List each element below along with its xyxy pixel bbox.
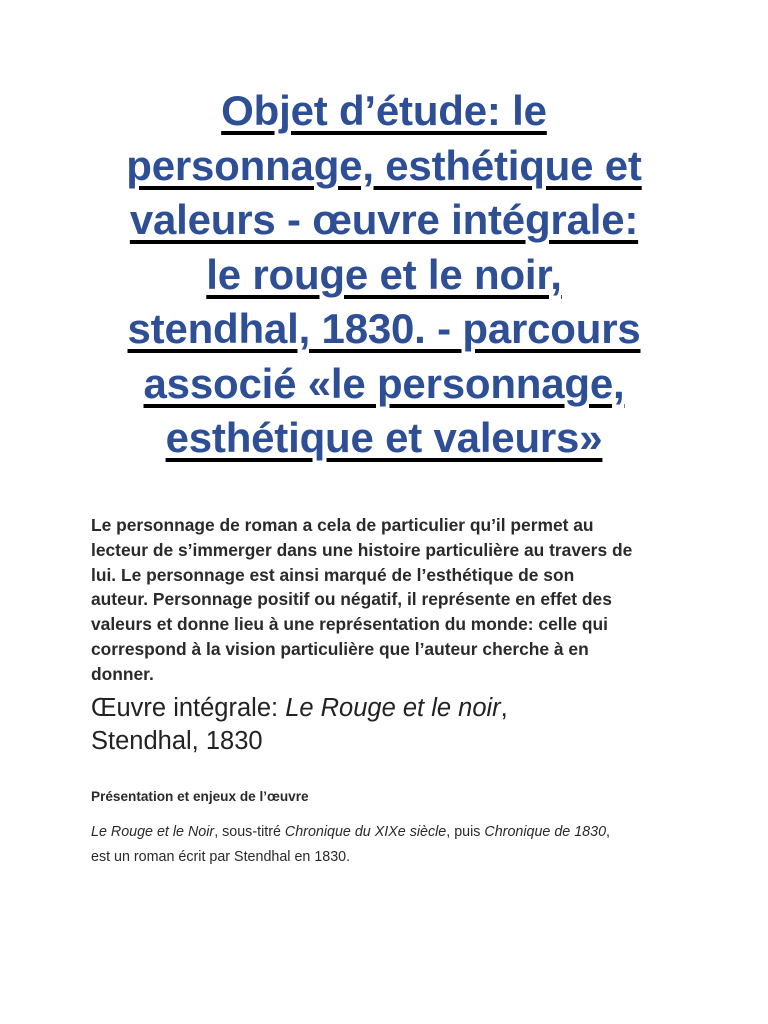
title-line: personnage, esthétique et	[126, 141, 642, 189]
title-line: stendhal, 1830. - parcours	[127, 305, 641, 352]
oeuvre-prefix: Œuvre intégrale:	[91, 694, 286, 722]
oeuvre-work-title: Le Rouge et le noir	[285, 694, 501, 722]
title-line: le rouge et le noir,	[206, 250, 562, 298]
intro-line: correspond à la vision particulière que l’auteur cherche à en	[91, 638, 589, 659]
body-line: est un roman écrit par Stendhal en 1830.	[91, 848, 351, 865]
intro-line: auteur. Personnage positif ou négatif, il représente en effet des	[91, 589, 612, 610]
work-subtitle: Chronique de 1830	[484, 824, 607, 840]
title-line: associé «le personnage,	[143, 359, 625, 407]
intro-line: lui. Le personnage est ainsi marqué de l’esthétique de son	[91, 564, 575, 585]
document-title	[80, 84, 688, 466]
intro-line: lecteur de s’immerger dans une histoire particulière au travers de	[91, 539, 633, 560]
title-line: esthétique et valeurs»	[165, 414, 603, 461]
body-line: Le Rouge et le Noir, sous-titré Chronique du XIXe siècle, puis Chronique de 1830,	[91, 824, 611, 840]
intro-line: valeurs et donne lieu à une représentation du monde: celle qui	[91, 614, 608, 635]
oeuvre-line	[91, 692, 691, 725]
intro-line: donner.	[91, 663, 154, 684]
title-line: valeurs - œuvre intégrale:	[129, 196, 639, 243]
title-line: Objet d’étude: le	[221, 87, 547, 134]
work-title: Le Rouge et le Noir	[91, 824, 215, 840]
oeuvre-heading	[91, 692, 691, 758]
body-paragraph	[91, 820, 691, 869]
work-subtitle: Chronique du XIXe siècle	[284, 824, 447, 840]
intro-line: Le personnage de roman a cela de particulier qu’il permet au	[91, 515, 594, 535]
intro-paragraph	[91, 513, 691, 687]
section-subheading: Présentation et enjeux de l’œuvre	[91, 789, 309, 804]
oeuvre-suffix: ,	[500, 694, 508, 722]
oeuvre-author-date: Stendhal, 1830	[91, 727, 263, 755]
